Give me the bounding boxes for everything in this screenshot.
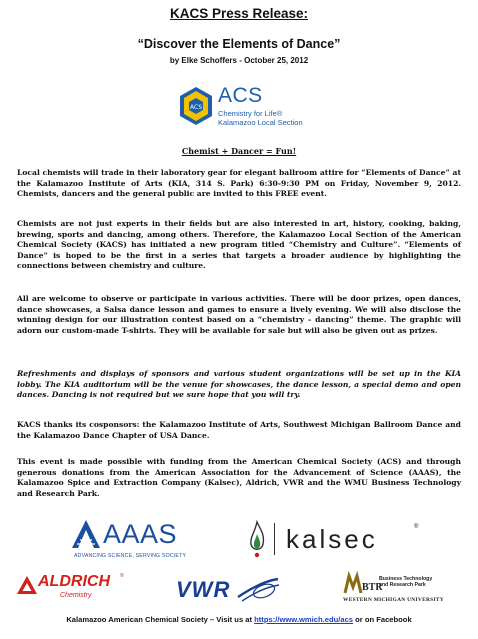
acs-tagline: Chemistry for Life® [218, 109, 283, 118]
acs-logo [176, 82, 306, 134]
aldrich-wordmark: ALDRICH [38, 573, 110, 590]
aaas-wordmark: AAAS [103, 519, 178, 549]
wmu-btr-text [379, 576, 432, 589]
footer-suffix: or on Facebook [353, 615, 412, 624]
wmu-btr-mark-icon [343, 573, 383, 595]
wmu-btr-line1: Business Technology [379, 576, 433, 582]
kalsec-registered-mark: ® [414, 524, 419, 530]
sponsor-logos [0, 515, 478, 615]
kalsec-wordmark: kalsec [286, 524, 378, 554]
btr-mark-text: BTR [362, 582, 383, 593]
wmu-btr-logo [343, 573, 463, 607]
footer [0, 615, 478, 624]
press-release-title: KACS Press Release: [169, 6, 309, 21]
kalsec-flame-icon [246, 520, 268, 558]
acs-website-link[interactable]: https://www.wmich.edu/acs [254, 615, 354, 624]
wmu-btr-line2: and Research Park [379, 582, 426, 589]
kalsec-logo [246, 520, 426, 558]
footer-prefix: Kalamazoo American Chemical Society – Visit us at [66, 615, 255, 624]
svg-text:ACS: ACS [190, 104, 202, 111]
aldrich-logo [16, 573, 128, 605]
kalsec-divider [274, 523, 275, 555]
paragraph-refreshments: Refreshments and displays of sponsors and various student organizations will be set up in the KIA lobby. The KIA auditorium will be the venue for showcases, the dance lesson, a special demo and open dances. Dancing is not required but we sure hope that you will try. [17, 369, 461, 400]
wmu-university-name: WESTERN MICHIGAN UNIVERSITY [343, 597, 444, 603]
aldrich-subtitle: Chemistry [60, 592, 92, 599]
vwr-logo [176, 575, 281, 605]
aldrich-registered-mark: ® [120, 573, 124, 579]
paragraph-cosponsors: KACS thanks its cosponsors: the Kalamazoo Institute of Arts, Southwest Michigan Ballroom Dance and the Kalamazoo Dance Chapter of USA Dance. [17, 420, 461, 440]
vwr-wordmark: VWR [176, 577, 231, 602]
paragraph-intro: Local chemists will trade in their laboratory gear for elegant ballroom attire for “Elements of Dance” at the Kalamazoo Institute of Arts (KIA, 314 S. Park) 6:30-9:30 PM on Friday, November 9, 2012. Chemists, dancers and the general public are invited to this FREE event. [17, 168, 461, 199]
aaas-tagline: ADVANCING SCIENCE, SERVING SOCIETY [74, 553, 187, 559]
byline: by Elke Schoffers - October 25, 2012 [169, 56, 309, 65]
event-tagline: Chemist + Dancer = Fun! [181, 146, 297, 156]
acs-wordmark: ACS [218, 84, 263, 107]
paragraph-activities: All are welcome to observe or participate in various activities. There will be door prizes, open dances, dance showcases, a Salsa dance lesson and games to ensure a lively evening. We will also disclose the winning design for our illustration contest based on a “chemistry – dancing” theme. The graphic will adorn our custom-made T-shirts. They will be available for sale but will also be given out as prizes. [17, 294, 461, 335]
aldrich-triangle-icon [16, 574, 38, 596]
aaas-stripes-icon [70, 518, 102, 550]
acs-hexagon-icon [178, 86, 214, 126]
acs-local-section: Kalamazoo Local Section [218, 118, 303, 127]
paragraph-chemistry-culture: Chemists are not just experts in their fields but are also interested in art, history, cooking, baking, brewing, sports and dancing, among others. Therefore, the Kalamazoo Local Section of the American Chemical Society (KACS) has initiated a new program titled “Chemistry and Culture”. “Elements of Dance” is hoped to be the first in a series that targets a broader audience by highlighting the connections between chemistry and culture. [17, 219, 461, 271]
event-headline: “Discover the Elements of Dance” [137, 37, 341, 51]
paragraph-funding: This event is made possible with funding from the American Chemical Society (ACS) and through generous donations from the American Association for the Advancement of Science (AAAS), the Kalamazoo Spice and Extraction Company (Kalsec), Aldrich, VWR and the WMU Business Technology and Research Park. [17, 457, 461, 498]
aaas-logo [70, 518, 200, 563]
vwr-swoosh-icon [236, 575, 281, 605]
